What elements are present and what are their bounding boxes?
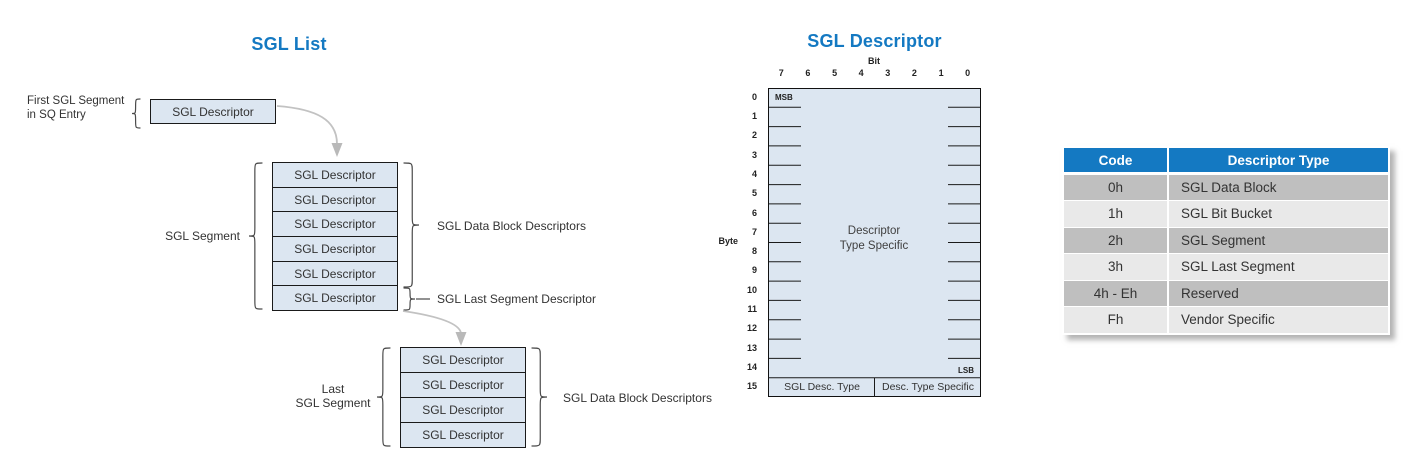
sgl-descriptor-box: SGL Descriptor <box>400 422 526 448</box>
sgl-data-block-descriptors-label-2: SGL Data Block Descriptors <box>563 391 712 405</box>
bit-number: 4 <box>858 68 864 78</box>
descriptor-type-specific-line2: Type Specific <box>839 240 909 252</box>
arrow-first-to-segment <box>277 106 337 144</box>
bit-number: 5 <box>832 68 838 78</box>
sgl-descriptor-box: SGL Descriptor <box>400 347 526 373</box>
byte-number: 11 <box>747 304 757 314</box>
sgl-list-title: SGL List <box>251 34 327 54</box>
table-header-code: Code <box>1064 148 1167 172</box>
byte-number: 12 <box>746 323 757 334</box>
data-block-descriptors-brace-2 <box>532 348 547 446</box>
bit-number: 7 <box>778 68 784 78</box>
bit-axis-label: Bit <box>868 56 880 66</box>
bit-number: 6 <box>805 68 811 78</box>
first-sgl-segment-label-line2: in SQ Entry <box>27 109 86 121</box>
byte-number: 15 <box>746 381 757 392</box>
sgl-descriptor-box: SGL Descriptor <box>400 397 526 423</box>
descriptor-type-table <box>1062 146 1390 335</box>
last-sgl-segment-label-line1: Last <box>321 382 345 396</box>
byte-number: 14 <box>746 362 757 372</box>
byte-number: 3 <box>751 149 757 160</box>
row15-sgl-desc-type-cell: SGL Desc. Type <box>784 381 860 393</box>
sgl-descriptor-box: SGL Descriptor <box>272 261 398 287</box>
sgl-descriptor-box: SGL Descriptor <box>272 187 398 213</box>
byte-number: 13 <box>746 342 757 353</box>
table-cell-code: 0h <box>1064 175 1167 201</box>
table-cell-descriptor-type: Reserved <box>1169 281 1388 307</box>
descriptor-type-specific-line1: Descriptor <box>847 225 901 237</box>
byte-number: 10 <box>746 284 757 295</box>
bit-number: 2 <box>911 68 917 78</box>
descriptor-type-specific-label <box>799 224 949 254</box>
last-sgl-segment-label-line2: SGL Segment <box>295 396 371 410</box>
byte-number: 0 <box>751 91 757 102</box>
table-cell-code: 1h <box>1064 201 1167 227</box>
arrowhead-segment-to-last <box>456 332 467 346</box>
byte-number: 4 <box>751 168 757 179</box>
bit-number: 0 <box>965 68 971 78</box>
sgl-descriptor-title: SGL Descriptor <box>807 31 942 51</box>
first-segment-brace <box>132 99 140 128</box>
table-cell-descriptor-type: SGL Segment <box>1169 228 1388 254</box>
table-cell-descriptor-type: SGL Bit Bucket <box>1169 201 1388 227</box>
byte-number: 9 <box>751 265 757 276</box>
byte-number: 8 <box>751 246 757 257</box>
byte-axis-label: Byte <box>718 236 738 246</box>
sgl-segment-brace <box>249 163 262 309</box>
sgl-descriptor-box: SGL Descriptor <box>272 236 398 262</box>
first-sgl-descriptor-box: SGL Descriptor <box>150 99 276 124</box>
msb-label: MSB <box>775 93 793 102</box>
table-cell-code: 2h <box>1064 228 1167 254</box>
sgl-data-block-descriptors-label: SGL Data Block Descriptors <box>437 219 586 233</box>
lsb-label: LSB <box>958 366 974 375</box>
sgl-last-segment-descriptor-label: SGL Last Segment Descriptor <box>437 292 596 306</box>
arrow-segment-to-last <box>403 311 461 333</box>
sgl-segment-label: SGL Segment <box>165 229 240 243</box>
table-cell-descriptor-type: SGL Data Block <box>1169 175 1388 201</box>
byte-number: 1 <box>751 110 757 121</box>
sgl-descriptor-box: SGL Descriptor <box>272 211 398 237</box>
data-block-descriptors-brace <box>404 163 419 287</box>
sgl-descriptor-box: SGL Descriptor <box>272 285 398 311</box>
byte-number: 6 <box>751 207 757 218</box>
arrowhead-first-to-segment <box>332 143 343 157</box>
bit-number: 3 <box>885 68 891 78</box>
table-cell-code: Fh <box>1064 307 1167 333</box>
sgl-descriptor-box: SGL Descriptor <box>400 372 526 398</box>
table-header-descriptor-type: Descriptor Type <box>1169 148 1388 172</box>
sgl-descriptor-box: SGL Descriptor <box>272 162 398 188</box>
table-cell-descriptor-type: Vendor Specific <box>1169 307 1388 333</box>
byte-number: 7 <box>751 226 757 237</box>
last-segment-descriptor-brace <box>404 288 415 310</box>
bit-number: 1 <box>938 68 944 78</box>
byte-number: 2 <box>751 130 757 141</box>
table-cell-descriptor-type: SGL Last Segment <box>1169 254 1388 280</box>
table-cell-code: 4h - Eh <box>1064 281 1167 307</box>
row15-desc-type-specific-cell: Desc. Type Specific <box>881 381 974 393</box>
byte-number: 5 <box>751 188 757 199</box>
first-sgl-segment-label-line1: First SGL Segment <box>27 95 125 107</box>
table-cell-code: 3h <box>1064 254 1167 280</box>
